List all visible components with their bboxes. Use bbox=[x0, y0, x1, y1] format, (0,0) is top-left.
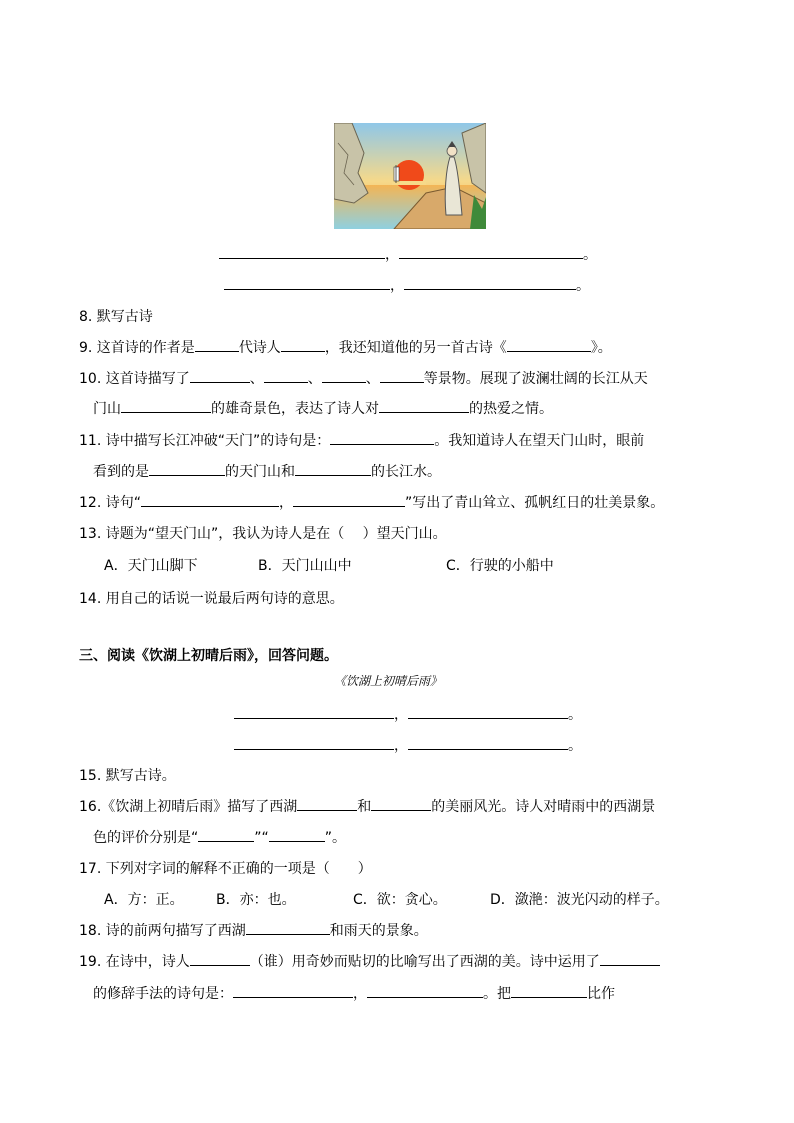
question-16-line1: 16.《饮湖上初晴后雨》描写了西湖 和 的美丽风光。诗人对晴雨中的西湖景 bbox=[79, 799, 656, 815]
q12-blank-2[interactable] bbox=[293, 494, 405, 507]
q19-blank-poet[interactable] bbox=[190, 953, 250, 966]
q13-option-c[interactable]: C．行驶的小船中 bbox=[446, 558, 554, 574]
q16-blank-1[interactable] bbox=[297, 798, 357, 811]
q18-blank[interactable] bbox=[246, 922, 330, 935]
q10-blank-3[interactable] bbox=[322, 370, 366, 383]
q12-blank-1[interactable] bbox=[141, 494, 279, 507]
question-13: 13. 诗题为“望天门山”，我认为诗人是在（ ）望天门山。 bbox=[79, 526, 447, 542]
q19-blank-line1[interactable] bbox=[233, 985, 353, 998]
poem2-blank-3[interactable] bbox=[234, 737, 394, 750]
question-11-line1: 11. 诗中描写长江冲破“天门”的诗句是： 。我知道诗人在望天门山时，眼前 bbox=[79, 433, 645, 449]
question-10-line1: 10. 这首诗描写了 、 、 、 等景物。展现了波澜壮阔的长江从天 bbox=[79, 371, 648, 387]
question-18: 18. 诗的前两句描写了西湖 和雨天的景象。 bbox=[79, 923, 428, 939]
poem2-line1: ， 。 bbox=[234, 705, 582, 725]
q9-blank-poem[interactable] bbox=[507, 339, 591, 352]
q16-blank-4[interactable] bbox=[269, 829, 325, 842]
question-19-line2: 的修辞手法的诗句是： ， 。把 比作 bbox=[93, 986, 615, 1002]
question-10-line2: 门山 的雄奇景色，表达了诗人对 的热爱之情。 bbox=[93, 401, 553, 417]
poem1-blank-3[interactable] bbox=[224, 277, 390, 290]
question-19-line1: 19. 在诗中，诗人 （谁）用奇妙而贴切的比喻写出了西湖的美。诗中运用了 bbox=[79, 952, 660, 972]
q13-option-a[interactable]: A．天门山脚下 bbox=[104, 558, 198, 574]
q9-blank-dynasty[interactable] bbox=[195, 339, 239, 352]
q19-blank-device[interactable] bbox=[600, 953, 660, 966]
q17-option-a[interactable]: A．方：正。 bbox=[104, 892, 184, 908]
q10-blank-5[interactable] bbox=[121, 400, 211, 413]
question-16-line2: 色的评价分别是“ ”“ ”。 bbox=[93, 830, 347, 846]
question-11-line2: 看到的是 的天门山和 的长江水。 bbox=[93, 464, 441, 480]
poem2-blank-1[interactable] bbox=[234, 706, 394, 719]
q10-blank-4[interactable] bbox=[380, 370, 424, 383]
section-3-title: 三、阅读《饮湖上初晴后雨》，回答问题。 bbox=[79, 648, 338, 664]
q11-blank-1[interactable] bbox=[330, 432, 434, 445]
poem2-title: 《饮湖上初晴后雨》 bbox=[334, 674, 443, 688]
question-8: 8. 默写古诗 bbox=[79, 309, 153, 325]
q10-blank-2[interactable] bbox=[264, 370, 308, 383]
question-12: 12. 诗句“ ， ”写出了青山耸立、孤帆红日的壮美景象。 bbox=[79, 495, 665, 511]
q9-blank-poet[interactable] bbox=[281, 339, 325, 352]
q16-blank-3[interactable] bbox=[198, 829, 254, 842]
q10-blank-6[interactable] bbox=[379, 400, 469, 413]
sunset-poet-illustration-icon bbox=[334, 123, 486, 229]
poem2-blank-4[interactable] bbox=[408, 737, 568, 750]
poem1-line1: ， 。 bbox=[219, 245, 597, 265]
q19-blank-object[interactable] bbox=[511, 985, 587, 998]
q17-option-b[interactable]: B．亦：也。 bbox=[216, 892, 296, 908]
poem1-blank-4[interactable] bbox=[404, 277, 576, 290]
poem1-blank-2[interactable] bbox=[399, 246, 583, 259]
question-17: 17. 下列对字词的解释不正确的一项是（ ） bbox=[79, 861, 372, 877]
question-15: 15. 默写古诗。 bbox=[79, 768, 176, 784]
q17-option-d[interactable]: D．潋滟：波光闪动的样子。 bbox=[490, 892, 669, 908]
q11-blank-2[interactable] bbox=[149, 463, 225, 476]
poem2-blank-2[interactable] bbox=[408, 706, 568, 719]
q19-blank-line2[interactable] bbox=[367, 985, 483, 998]
poem2-line2: ， 。 bbox=[234, 736, 582, 756]
q17-option-c[interactable]: C．欲：贪心。 bbox=[353, 892, 447, 908]
q10-blank-1[interactable] bbox=[190, 370, 250, 383]
question-14: 14. 用自己的话说一说最后两句诗的意思。 bbox=[79, 591, 344, 607]
poem1-blank-1[interactable] bbox=[219, 246, 385, 259]
q13-option-b[interactable]: B．天门山山中 bbox=[258, 558, 352, 574]
q11-blank-3[interactable] bbox=[295, 463, 371, 476]
question-9: 9. 这首诗的作者是 代诗人 ，我还知道他的另一首古诗《 》。 bbox=[79, 340, 612, 356]
q16-blank-2[interactable] bbox=[371, 798, 431, 811]
poem1-line2: ， 。 bbox=[224, 276, 590, 296]
